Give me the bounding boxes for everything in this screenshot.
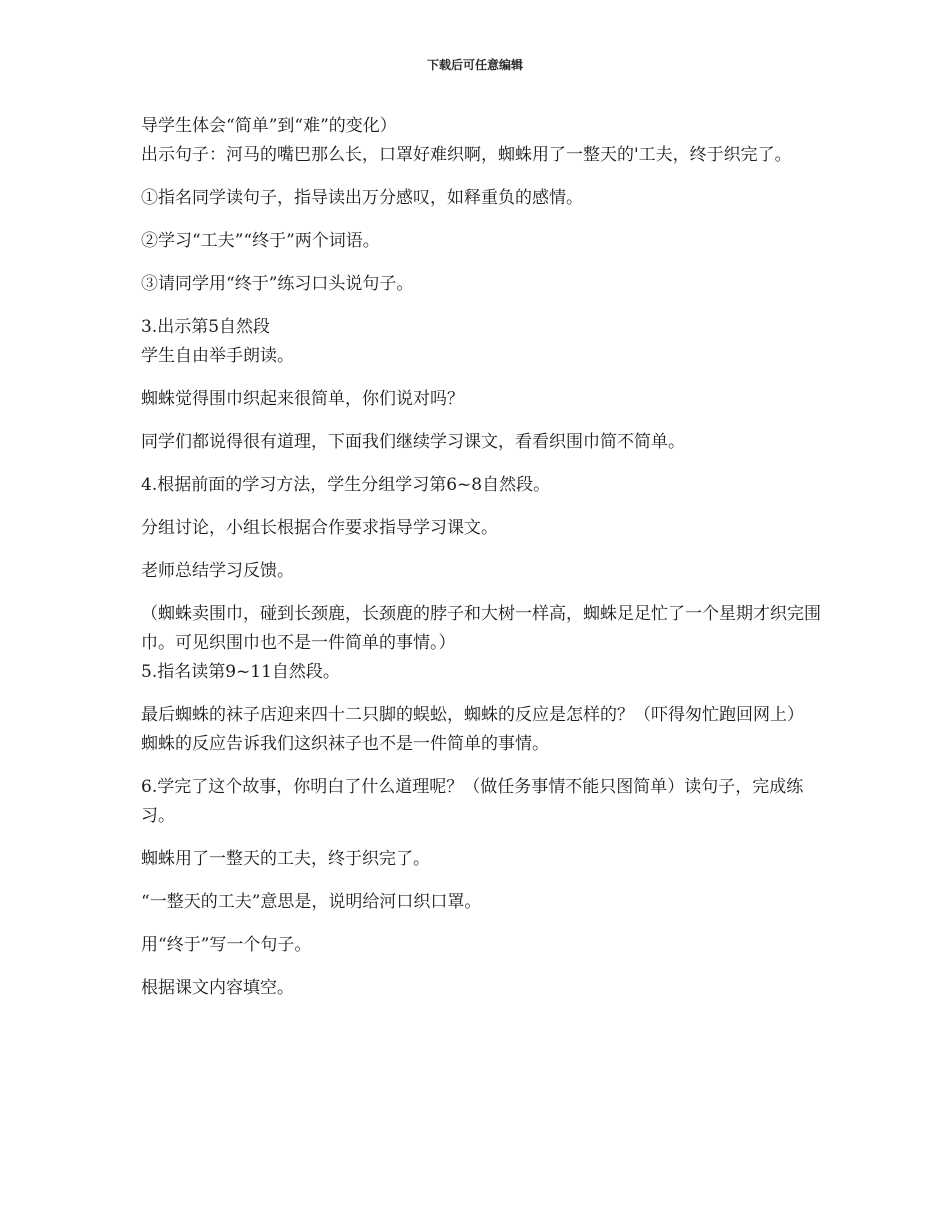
paragraph: 同学们都说得很有道理，下面我们继续学习课文，看看织围巾简不简单。 bbox=[141, 432, 685, 452]
paragraph: ③请同学用“终于”练习口头说句子。 bbox=[141, 274, 414, 294]
paragraph: 4.根据前面的学习方法，学生分组学习第6~8自然段。 bbox=[141, 475, 551, 495]
paragraph: 根据课文内容填空。 bbox=[141, 978, 294, 998]
paragraph: 蜘蛛的反应告诉我们这织袜子也不是一件简单的事情。 bbox=[141, 734, 549, 754]
paragraph: “一整天的工夫”意思是，说明给河口织口罩。 bbox=[141, 892, 482, 912]
paragraph: 最后蜘蛛的袜子店迎来四十二只脚的蜈蚣，蜘蛛的反应是怎样的？（吓得匆忙跑回网上） bbox=[141, 705, 804, 725]
paragraph: 出示句子：河马的嘴巴那么长，口罩好难织啊，蜘蛛用了一整天的'工夫，终于织完了。 bbox=[141, 145, 792, 165]
page-header-note: 下载后可任意编辑 bbox=[426, 58, 523, 72]
paragraph: （蜘蛛卖围巾，碰到长颈鹿，长颈鹿的脖子和大树一样高，蜘蛛足足忙了一个星期才织完围巾。可见织围巾也不是一件简单的事情。） bbox=[141, 604, 821, 653]
paragraph: 老师总结学习反馈。 bbox=[141, 561, 294, 581]
document-body bbox=[141, 112, 821, 1003]
paragraph: ②学习“工夫”“终于”两个词语。 bbox=[141, 231, 380, 251]
paragraph: 3.出示第5自然段 bbox=[141, 317, 271, 337]
paragraph: 蜘蛛觉得围巾织起来很简单，你们说对吗？ bbox=[141, 389, 464, 409]
paragraph: 用“终于”写一个句子。 bbox=[141, 935, 312, 955]
paragraph: 5.指名读第9~11自然段。 bbox=[141, 662, 340, 682]
paragraph: 导学生体会“简单”到“难”的变化） bbox=[141, 116, 397, 136]
paragraph: 蜘蛛用了一整天的工夫，终于织完了。 bbox=[141, 849, 430, 869]
paragraph: 6.学完了这个故事，你明白了什么道理呢？（做任务事情不能只图简单）读句子，完成练习。 bbox=[141, 777, 804, 826]
paragraph: 分组讨论，小组长根据合作要求指导学习课文。 bbox=[141, 518, 498, 538]
paragraph: 学生自由举手朗读。 bbox=[141, 346, 294, 366]
paragraph: ①指名同学读句子，指导读出万分感叹，如释重负的感情。 bbox=[141, 188, 583, 208]
